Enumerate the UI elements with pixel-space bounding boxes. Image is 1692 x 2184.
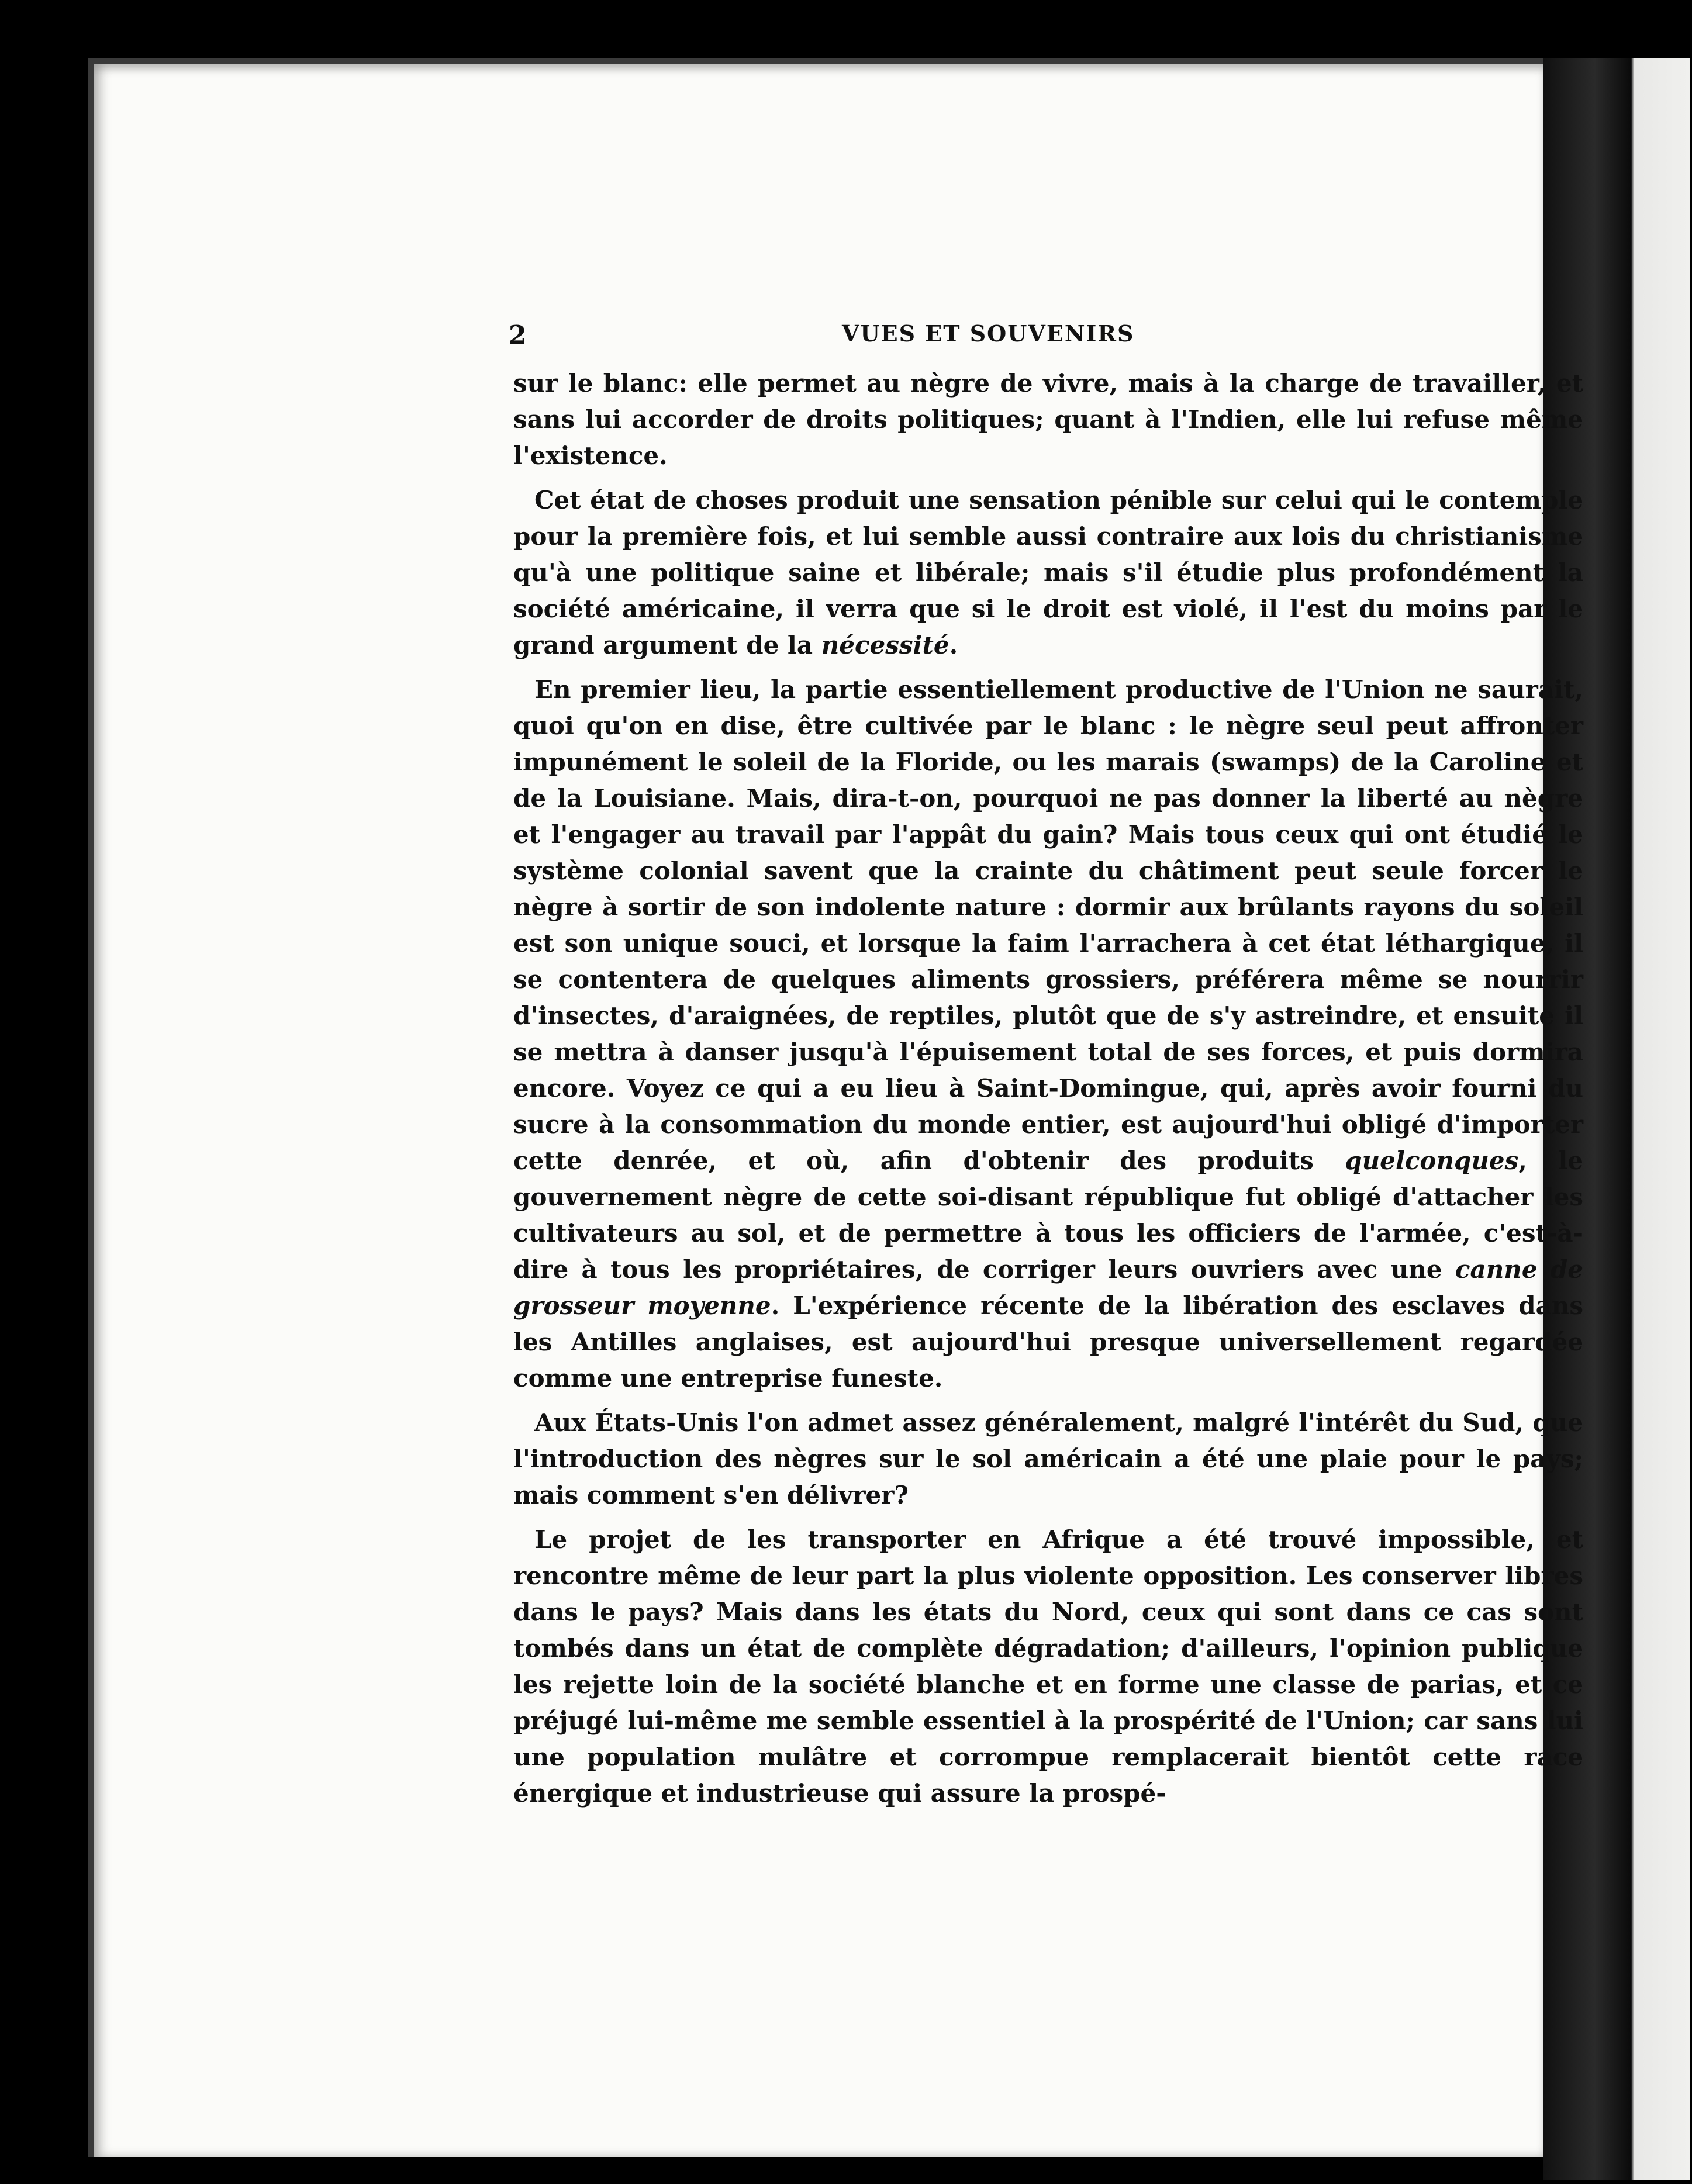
- paragraph-1-text: sur le blanc: elle permet au nègre de vivre, mais à la charge de travailler, et sans lui accorder de droits politiques; quant à l'Indien, elle lui refuse même l'existence.: [513, 369, 1583, 470]
- paragraph-3-emphasis-1: quelconques: [1345, 1146, 1519, 1175]
- paragraph-5: [513, 1522, 1583, 1812]
- body-text: [513, 365, 1583, 1820]
- paragraph-2-text-b: .: [949, 631, 958, 659]
- running-head-title: VUES ET SOUVENIRS: [842, 320, 1135, 347]
- paragraph-3-text-c: . L'expérience récente de la libération des esclaves dans les Antilles anglaises, est aujourd'hui presque universellement regardée comme une entreprise funeste.: [513, 1291, 1583, 1392]
- paragraph-2-text-a: Cet état de choses produit une sensation pénible sur celui qui le contemple pour la première fois, et lui semble aussi contraire aux lois du christianisme qu'à une politique saine et libérale; mais s'il étudie plus profondément la société américaine, il verra que si le droit est violé, il l'est du moins par le grand argument de la: [513, 486, 1583, 659]
- paragraph-4-text: Aux États-Unis l'on admet assez généralement, malgré l'intérêt du Sud, que l'introduction des nègres sur le sol américain a été une plaie pour le pays; mais comment s'en délivrer?: [513, 1408, 1583, 1509]
- page-number: 2: [509, 320, 527, 350]
- paragraph-2-emphasis: nécessité: [821, 631, 949, 659]
- running-head: [509, 320, 1579, 361]
- paragraph-3-text-a: En premier lieu, la partie essentiellement productive de l'Union ne saurait, quoi qu'on en dise, être cultivée par le blanc : le nègre seul peut affronter impunément le soleil de la Floride, ou les marais (swamps) de la Caroline et de la Louisiane. Mais, dira-t-on, pourquoi ne pas donner la liberté au nègre et l'engager au travail par l'appât du gain? Mais tous ceux qui ont étudié le système colonial savent que la crainte du châtiment peut seule forcer le nègre à sortir de son indolente nature : dormir aux brûlants rayons du soleil est son unique souci, et lorsque la faim l'arrachera à cet état léthargique, il se contentera de quelques aliments grossiers, préférera même se nourrir d'insectes, d'araignées, de reptiles, plutôt que de s'y astreindre, et ensuite il se mettra à danser jusqu'à l'épuisement total de ses forces, et puis dormira encore. Voyez ce qui a eu lieu à Saint-Domingue, qui, après avoir fourni du sucre à la consommation du monde entier, est aujourd'hui obligé d'importer cette denrée, et où, afin d'obtenir des produits: [513, 675, 1583, 1175]
- paragraph-5-text: Le projet de les transporter en Afrique a été trouvé impossible, et rencontre même de leur part la plus violente opposition. Les conserver libres dans le pays? Mais dans les états du Nord, ceux qui sont dans ce cas sont tombés dans un état de complète dégradation; d'ailleurs, l'opinion publique les rejette loin de la société blanche et en forme une classe de parias, et ce préjugé lui-même me semble essentiel à la prospérité de l'Union; car sans lui une population mulâtre et corrompue remplacerait bientôt cette race énergique et industrieuse qui assure la prospé-: [513, 1525, 1583, 1808]
- paragraph-2: [513, 482, 1583, 664]
- paragraph-3: [513, 672, 1583, 1397]
- paragraph-1: [513, 365, 1583, 474]
- paragraph-4: [513, 1405, 1583, 1513]
- paragraph-3-text-b: , le gouvernement nègre de cette soi-disant république fut obligé d'attacher les cultivateurs au sol, et de permettre à tous les officiers de l'armée, c'est-à-dire à tous les propriétaires, de corriger leurs ouvriers avec une: [513, 1146, 1584, 1284]
- paragraph-3-emphasis-2: canne de grosseur moyenne: [513, 1255, 1583, 1320]
